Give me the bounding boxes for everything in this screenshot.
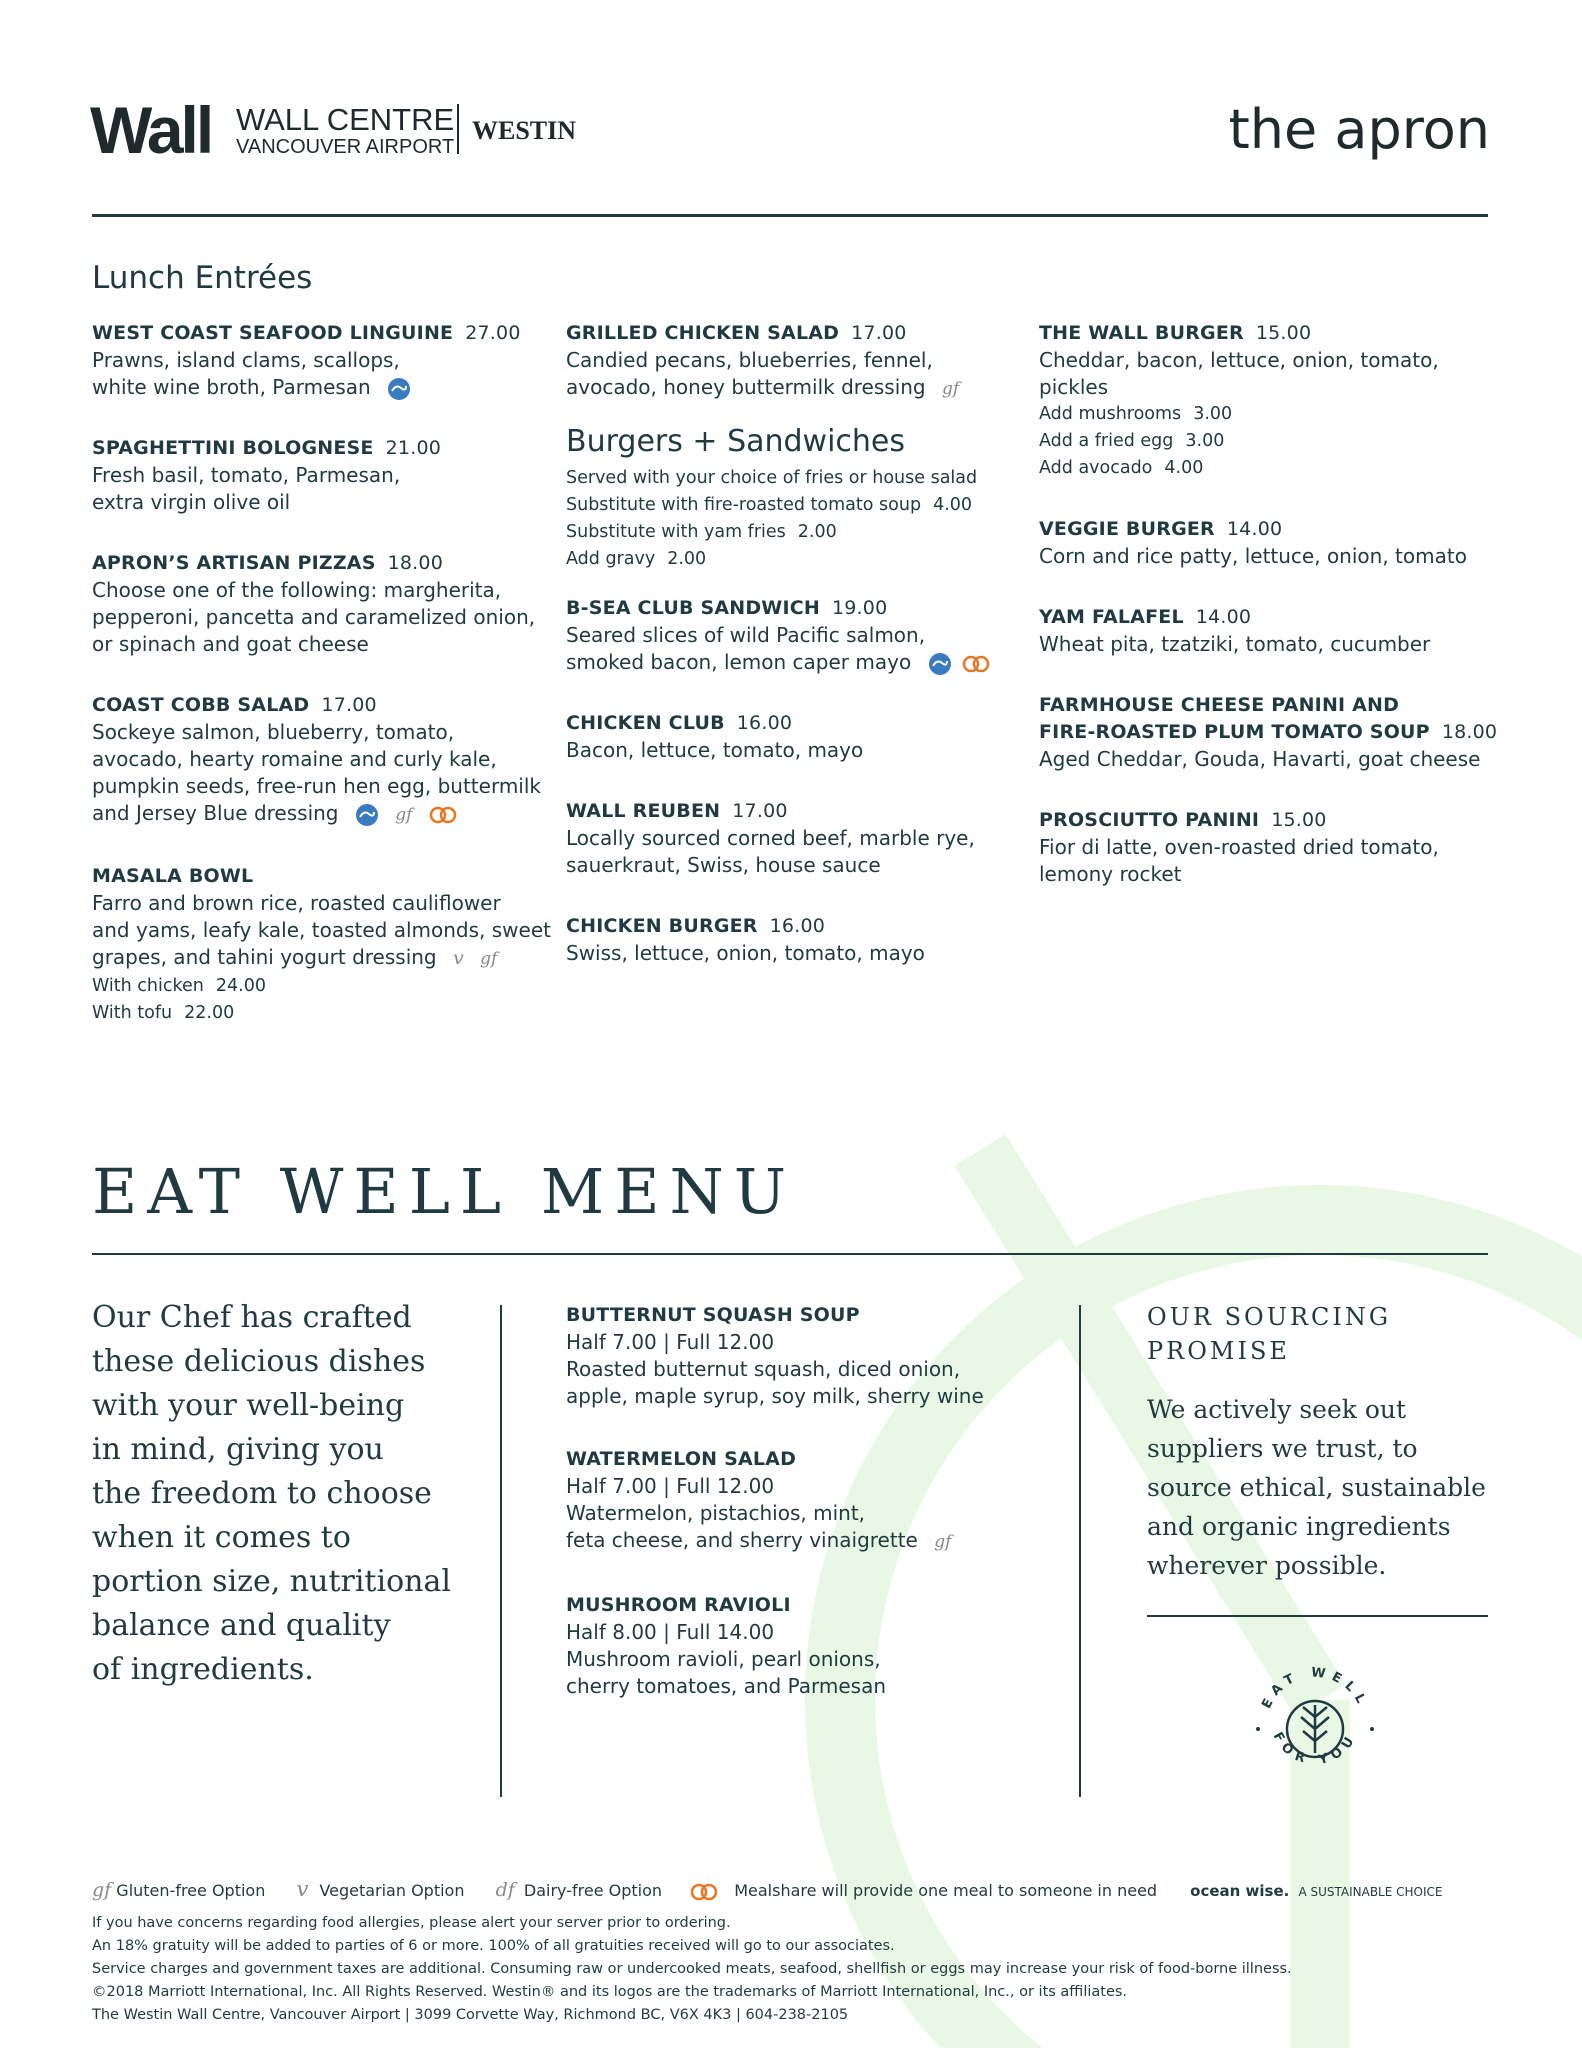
eat-well-for-you-badge <box>1245 1655 1385 1795</box>
menu-item: CHICKEN BURGER 16.00 Swiss, lettuce, onion, tomato, mayo <box>566 915 925 965</box>
wall-logo: Wall <box>90 93 212 167</box>
burgers-notes: Burgers + Sandwiches Served with your choice of fries or house salad Substitute with fire-roasted tomato soup 4.00 Substitute with yam fries 2.00 Add gravy 2.00 <box>566 425 1006 573</box>
ocean-wise-logo: ocean wise. <box>1190 1882 1290 1900</box>
gluten-free-icon: gf <box>942 379 960 399</box>
eat-well-title: EAT WELL MENU <box>92 1155 796 1228</box>
lunch-column-1 <box>92 320 562 1061</box>
lunch-column-3 <box>1039 320 1499 922</box>
wall-centre-text: WALL CENTRE <box>236 102 455 137</box>
dairy-free-icon: df <box>495 1879 515 1901</box>
logo-divider <box>457 104 459 154</box>
menu-item: B-SEA CLUB SANDWICH 19.00 Seared slices of wild Pacific salmon, smoked bacon, lemon caper mayo <box>566 595 1006 676</box>
gluten-free-icon: gf <box>934 1532 952 1552</box>
menu-item: COAST COBB SALAD 17.00 Sockeye salmon, blueberry, tomato, avocado, hearty romaine and curly kale, pumpkin seeds, free-run hen egg, buttermilk and Jersey Blue dressing gf <box>92 694 541 825</box>
eat-well-items <box>566 1302 1026 1734</box>
column-divider <box>500 1305 502 1797</box>
sourcing-rule <box>1147 1615 1488 1617</box>
mealshare-icon <box>689 1883 719 1901</box>
menu-item: FARMHOUSE CHEESE PANINI AND FIRE-ROASTED PLUM TOMATO SOUP 18.00 Aged Cheddar, Gouda, Havarti, goat cheese <box>1039 694 1498 771</box>
header-rule <box>92 214 1488 217</box>
ocean-wise-icon <box>387 377 411 401</box>
menu-item: MASALA BOWL Farro and brown rice, roasted cauliflower and yams, leafy kale, toasted almonds, sweet grapes, and tahini yogurt dressing v gf With chicken 24.00 With tofu 22.00 <box>92 865 551 1023</box>
eat-well-rule <box>92 1253 1488 1255</box>
menu-item: GRILLED CHICKEN SALAD 17.00 Candied pecans, blueberries, fennel, avocado, honey buttermilk dressing gf <box>566 322 960 399</box>
chef-intro: Our Chef has crafted these delicious dishes with your well-being in mind, giving you the freedom to choose when it comes to portion size, nutritional balance and quality of ingredients. <box>92 1300 451 1687</box>
menu-item: WALL REUBEN 17.00 Locally sourced corned beef, marble rye, sauerkraut, Swiss, house sauce <box>566 800 975 877</box>
westin-logo: WESTIN <box>472 116 577 145</box>
mealshare-icon <box>429 806 457 824</box>
menu-item: WEST COAST SEAFOOD LINGUINE 27.00 Prawns, island clams, scallops, white wine broth, Parmesan <box>92 322 521 399</box>
menu-item: PROSCIUTTO PANINI 15.00 Fior di latte, oven-roasted dried tomato, lemony rocket <box>1039 809 1439 886</box>
svg-text:FOR YOU: FOR YOU <box>1269 1729 1361 1769</box>
ocean-wise-icon <box>355 803 379 827</box>
burgers-title: Burgers + Sandwiches <box>566 424 906 459</box>
ocean-wise-icon <box>928 652 952 676</box>
column-divider <box>1079 1305 1081 1797</box>
menu-item: SPAGHETTINI BOLOGNESE 21.00 Fresh basil, tomato, Parmesan, extra virgin olive oil <box>92 437 442 514</box>
sourcing-promise: OUR SOURCING PROMISE We actively seek out suppliers we trust, to source ethical, sustainable and organic ingredients wherever possible. <box>1147 1303 1486 1580</box>
vancouver-airport-text: VANCOUVER AIRPORT <box>236 136 455 158</box>
menu-item: CHICKEN CLUB 16.00 Bacon, lettuce, tomato, mayo <box>566 712 864 762</box>
menu-item: WATERMELON SALAD Half 7.00 | Full 12.00 Watermelon, pistachios, mint, feta cheese, and sherry vinaigrette gf <box>566 1448 952 1552</box>
menu-item: BUTTERNUT SQUASH SOUP Half 7.00 | Full 12.00 Roasted butternut squash, diced onion, apple, maple syrup, soy milk, sherry wine <box>566 1304 984 1408</box>
legend: gf Gluten-free Option v Vegetarian Option df Dairy-free Option Mealshare will provide one meal to someone in need ocean wise. A SUSTAINABLE CHOICE <box>92 1877 1443 1901</box>
restaurant-name: the apron <box>1228 98 1490 161</box>
menu-item: APRON’S ARTISAN PIZZAS 18.00 Choose one of the following: margherita, pepperoni, pancetta and caramelized onion, or spinach and goat cheese <box>92 552 536 656</box>
menu-item: MUSHROOM RAVIOLI Half 8.00 | Full 14.00 Mushroom ravioli, pearl onions, cherry tomatoes, and Parmesan <box>566 1594 887 1698</box>
menu-item: THE WALL BURGER 15.00 Cheddar, bacon, lettuce, onion, tomato, pickles Add mushrooms 3.00 Add a fried egg 3.00 Add avocado 4.00 <box>1039 322 1439 478</box>
gluten-free-icon: gf <box>480 949 498 969</box>
menu-item: YAM FALAFEL 14.00 Wheat pita, tzatziki, tomato, cucumber <box>1039 606 1431 656</box>
lunch-title: Lunch Entrées <box>92 260 313 296</box>
mealshare-icon <box>962 655 990 673</box>
fine-print: If you have concerns regarding food allergies, please alert your server prior to ordering. An 18% gratuity will be added to parties of 6 or more. 100% of all gratuities received will go to our associates. Service charges and government taxes are additional. Consuming raw or undercooked meats, seafood, shellfish or eggs may increase your risk of food-borne illness. ©2018 Marriott International, Inc. All Rights Reserved. Westin® and its logos are the trademarks of Marriott International, Inc., or its affiliates. The Westin Wall Centre, Vancouver Airport | 3099 Corvette Way, Richmond BC, V6X 4K3 | 604-238-2105 <box>92 1915 1292 2023</box>
gluten-free-icon: gf <box>92 1879 112 1901</box>
vegetarian-icon: v <box>453 947 464 969</box>
gluten-free-icon: gf <box>395 805 413 825</box>
svg-text:EAT WELL: EAT WELL <box>1259 1665 1371 1712</box>
menu-item: VEGGIE BURGER 14.00 Corn and rice patty, lettuce, onion, tomato <box>1039 518 1467 568</box>
vegetarian-icon: v <box>296 1877 309 1901</box>
lunch-column-2 <box>566 320 1006 1001</box>
